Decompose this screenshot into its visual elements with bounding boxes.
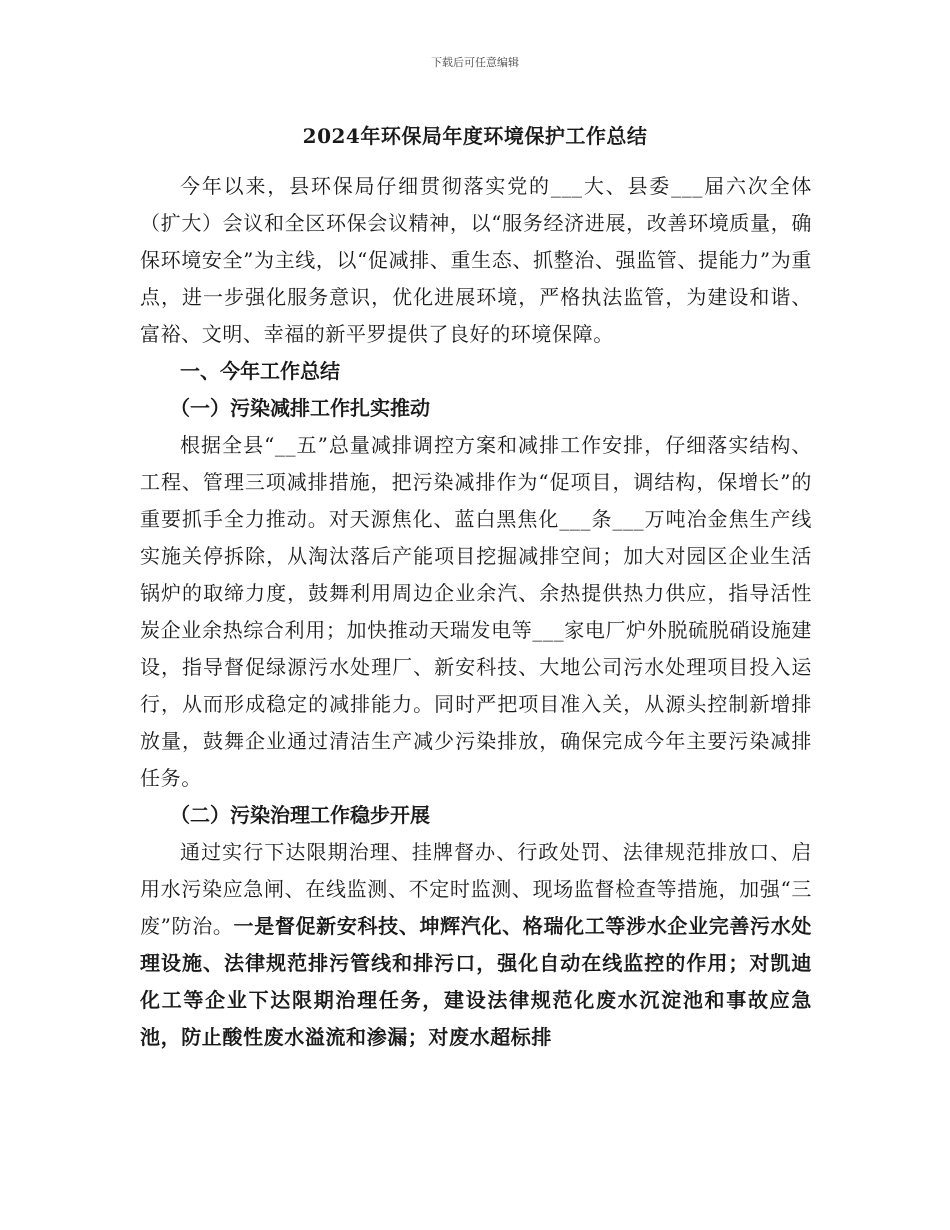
header-note: 下载后可任意编辑 [431, 56, 519, 69]
section-heading-1: 一、今年工作总结 [180, 359, 340, 383]
subsection-2-bold-text: 一是督促新安科技、坤辉汽化、格瑞化工等涉水企业完善污水处理设施、法律规范排污管线和排污口，强化自动在线监控的作用；对凯迪化工等企业下达限期治理任务，建设法律规范化废水沉淀池和事故应急池，防止酸性废水溢流和渗漏；对废水超标排 [140, 914, 812, 1049]
subsection-2-paragraph [140, 834, 812, 1056]
intro-paragraph: 今年以来，县环保局仔细贯彻落实党的___大、县委___届六次全体（扩大）会议和全区环保会议精神，以“服务经济进展，改善环境质量，确保环境安全”为主线，以“促减排、重生态、抓整治、强监管、提能力”为重点，进一步强化服务意识，优化进展环境，严格执法监管，为建设和谐、富裕、文明、幸福的新平罗提供了良好的环境保障。 [140, 174, 812, 346]
subsection-1-paragraph: 根据全县“__五”总量减排调控方案和减排工作安排，仔细落实结构、工程、管理三项减排措施，把污染减排作为“促项目，调结构，保增长”的重要抓手全力推动。对天源焦化、蓝白黑焦化___条___万吨冶金焦生产线实施关停拆除，从淘汰落后产能项目挖掘减排空间；加大对园区企业生活锅炉的取缔力度，鼓舞利用周边企业余汽、余热提供热力供应，指导活性炭企业余热综合利用；加快推动天瑞发电等___家电厂炉外脱硫脱硝设施建设，指导督促绿源污水处理厂、新安科技、大地公司污水处理项目投入运行，从而形成稳定的减排能力。同时严把项目准入关，从源头控制新增排放量，鼓舞企业通过清洁生产减少污染排放，确保完成今年主要污染减排任务。 [140, 433, 812, 790]
subsection-heading-1: （一）污染减排工作扎实推动 [170, 396, 430, 420]
document-body [140, 168, 812, 1056]
subsection-2-text: 通过实行下达限期治理、挂牌督办、行政处罚、法律规范排放口、启用水污染应急闸、在线监测、不定时监测、现场监督检查等措施，加强“三废”防治。 [140, 840, 812, 938]
document-title: 2024年环保局年度环境保护工作总结 [302, 124, 648, 148]
subsection-heading-2: （二）污染治理工作稳步开展 [170, 803, 430, 827]
